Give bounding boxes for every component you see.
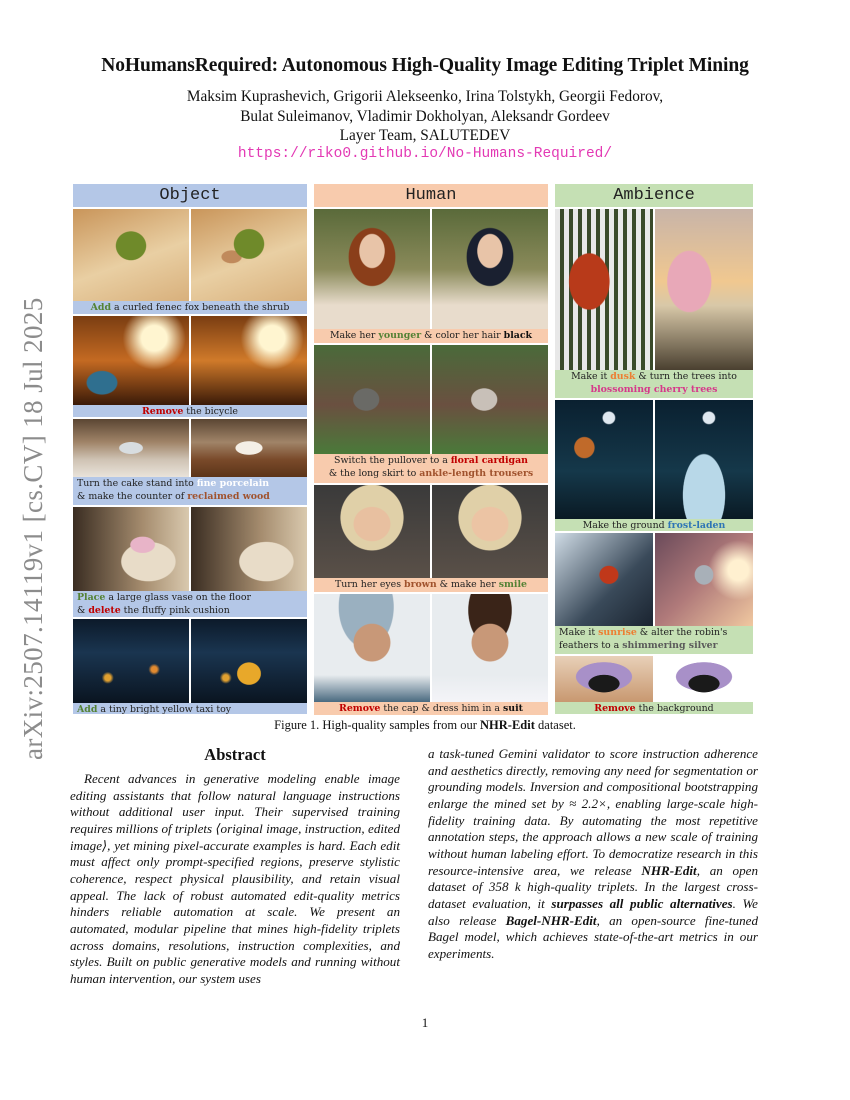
highlighted-edit-term: blossoming cherry trees [590,384,718,395]
abstract-text: , an open-source fine-tuned Bagel model, which achieves state-of-the-art metrics in our experiments. [428,912,758,961]
after-image-woman-black-hair [432,209,548,329]
highlighted-edit-term: Add [77,704,98,714]
instruction-text: a tiny bright yellow taxi toy [97,704,232,714]
before-image-blonde-blue-eyes [314,485,430,578]
object-example-1-instruction [73,301,307,314]
instruction-text: & alter the robin's [636,627,728,638]
arxiv-stamp: arXiv:2507.14119v1 [cs.CV] 18 Jul 2025 [18,297,48,760]
highlighted-edit-term: smile [498,579,527,590]
abstract-text: , an open dataset of 358 k high-quality triplets. In the largest cross-dataset evaluation, it [428,862,758,911]
highlighted-edit-term: Add [90,302,112,313]
before-image-robin-red-branch [555,533,653,626]
object-example-4-images [73,507,307,591]
instruction-text: the bicycle [183,406,238,417]
object-example-3-instruction [73,477,307,505]
instruction-text: a curled fenec fox beneath the shrub [111,302,290,313]
human-example-4-images [314,594,548,702]
column-header-object: Object [73,184,307,207]
ambience-example-2-images [555,400,753,519]
affiliation: Layer Team, SALUTEDEV [339,127,511,144]
column-header-human: Human [314,184,548,207]
claim-bold: surpasses all public alternatives [551,895,733,911]
highlighted-edit-term: frost-laden [667,520,726,531]
highlighted-edit-term: suit [502,703,523,714]
human-example-3-instruction [314,578,548,592]
highlighted-edit-term: Remove [141,406,184,417]
after-image-wet-street-taxi [191,619,307,703]
after-image-blonde-brown-eyes-smile [432,485,548,578]
highlighted-edit-term: Remove [339,703,381,714]
highlighted-edit-term: dusk [610,371,636,382]
author-list [0,87,850,146]
human-example-2-instruction [314,454,548,483]
highlighted-edit-term: shimmering silver [622,640,718,651]
instruction-text: Turn the cake stand into [77,478,197,489]
before-image-glass-cake-stand [73,419,189,477]
after-image-cherry-tree-fence-dusk [655,209,753,370]
object-example-5-instruction [73,703,307,714]
before-image-headphones-cat-ears-bg [555,656,653,702]
highlighted-edit-term: younger [378,330,422,341]
authors-line-1: Maksim Kuprashevich, Grigorii Alekseenko, Irina Tolstykh, Georgii Fedorov, [186,88,664,105]
dataset-name: NHR-Edit [641,862,697,878]
project-url-link[interactable]: https://riko0.github.io/No-Humans-Required/ [237,146,613,162]
abstract-text: a task-tuned Gemini validator to score instruction adherence and aesthetics directly, removing any need for segmentation or grounding models. Inversion and compositional bootstrapping enlarge the mined set by ≈ 2.2×, enabling large-scale high-fidelity training data. By automating the most repetitive annotation steps, the approach allows a new scale of training without human labeling effort. To democratize research in this resource-intensive area, we release [428,746,758,878]
instruction-text: Switch the pullover to a [334,455,451,466]
abstract-heading: Abstract [204,745,266,764]
highlighted-edit-term: fine porcelain [196,478,270,489]
highlighted-edit-term: delete [88,605,121,616]
object-example-1-images [73,209,307,301]
highlighted-edit-term: sunrise [598,627,637,638]
human-example-2-images [314,345,548,454]
before-image-apple-tree-fence-day [555,209,653,370]
before-image-woman-auburn-hair [314,209,430,329]
object-example-3-images [73,419,307,477]
ambience-example-3-instruction [555,626,753,654]
authors-line-2: Bulat Suleimanov, Vladimir Dokholyan, Aleksandr Gordeev [240,107,610,125]
instruction-text: & [77,605,89,616]
before-image-wet-street-night [73,619,189,703]
instruction-text: Turn her eyes [334,579,405,590]
model-name: Bagel-NHR-Edit [505,912,597,928]
ambience-example-1-images [555,209,753,370]
highlighted-edit-term: floral cardigan [450,455,528,466]
after-image-porcelain-cake-stand [191,419,307,477]
instruction-text: & make her [436,579,499,590]
abstract-column-right [428,746,758,963]
paper-title: NoHumansRequired: Autonomous High-Quality Image Editing Triplet Mining [101,55,749,76]
highlighted-edit-term: reclaimed wood [187,491,270,502]
highlighted-edit-term: black [503,330,533,341]
before-image-armchair-pink-cushion [73,507,189,591]
column-header-ambience: Ambience [555,184,753,207]
ambience-example-2-instruction [555,519,753,531]
human-example-4-instruction [314,702,548,715]
caption-suffix: dataset. [534,718,576,732]
after-image-graveyard-path-frost [655,400,753,519]
instruction-text: & color her hair [421,330,504,341]
object-example-2-images [73,316,307,405]
human-example-1-images [314,209,548,329]
instruction-text: & turn the trees into [635,371,737,382]
before-image-desert-shrub [73,209,189,301]
abstract-text-left: Recent advances in generative modeling enable image editing assistants that follow natural language instructions without additional user input. Their supervised training requires millions of triplets ⟨original image, instruction, edited image⟩, yet mining pixel-accurate examples is hard. Each edit must affect only prompt-specified regions, preserve stylistic coherence, respect physical plausibility, and retain visual appeal. The lack of robust automated edit-quality metrics hinders reliable automation at scale. We present an automated, modular pipeline that mines high-fidelity triplets across domains, resolutions, instruction complexities, and styles. Built on public generative models and running without human intervention, our system uses [70,771,400,986]
instruction-text: Make the ground [582,520,668,531]
after-image-headphones-cat-ears-white [655,656,753,702]
after-image-robin-silver-sunrise [655,533,753,626]
before-image-street-with-bicycle [73,316,189,405]
instruction-text: a large glass vase on the floor [105,592,251,603]
object-example-5-images [73,619,307,703]
before-image-man-cap-polo [314,594,430,702]
instruction-text: Make it [571,371,611,382]
object-example-4-instruction [73,591,307,617]
abstract-text: . We also release [428,895,758,928]
caption-dataset-name: NHR-Edit [480,718,535,732]
highlighted-edit-term: Place [77,592,106,603]
highlighted-edit-term: Remove [594,703,636,714]
instruction-text: & the long skirt to [328,468,420,479]
before-image-graveyard-path-leaves [555,400,653,519]
after-image-man-shirt-tie [432,594,548,702]
instruction-text: the fluffy pink cushion [120,605,230,616]
highlighted-edit-term: brown [404,579,437,590]
page-number: 1 [421,1015,429,1030]
after-image-elderly-woman-bench-cardigan [432,345,548,454]
ambience-example-4-instruction [555,702,753,714]
human-example-1-instruction [314,329,548,343]
ambience-example-3-images [555,533,753,626]
instruction-text: & make the counter of [77,491,188,502]
figure-caption [0,718,850,733]
after-image-street-sunset [191,316,307,405]
highlighted-edit-term: ankle-length trousers [419,468,534,479]
instruction-text: Make it [559,627,599,638]
ambience-example-1-instruction [555,370,753,398]
abstract-column-left [70,771,400,988]
caption-text: Figure 1. High-quality samples from our [274,718,481,732]
instruction-text: Make her [329,330,379,341]
human-example-3-images [314,485,548,578]
ambience-example-4-images [555,656,753,702]
instruction-text: the cap & dress him in a [380,703,503,714]
after-image-shrub-with-fox [191,209,307,301]
after-image-armchair-glass-vase [191,507,307,591]
instruction-text: the background [635,703,714,714]
object-example-2-instruction [73,405,307,417]
before-image-elderly-woman-bench-pullover [314,345,430,454]
instruction-text: feathers to a [559,640,623,651]
